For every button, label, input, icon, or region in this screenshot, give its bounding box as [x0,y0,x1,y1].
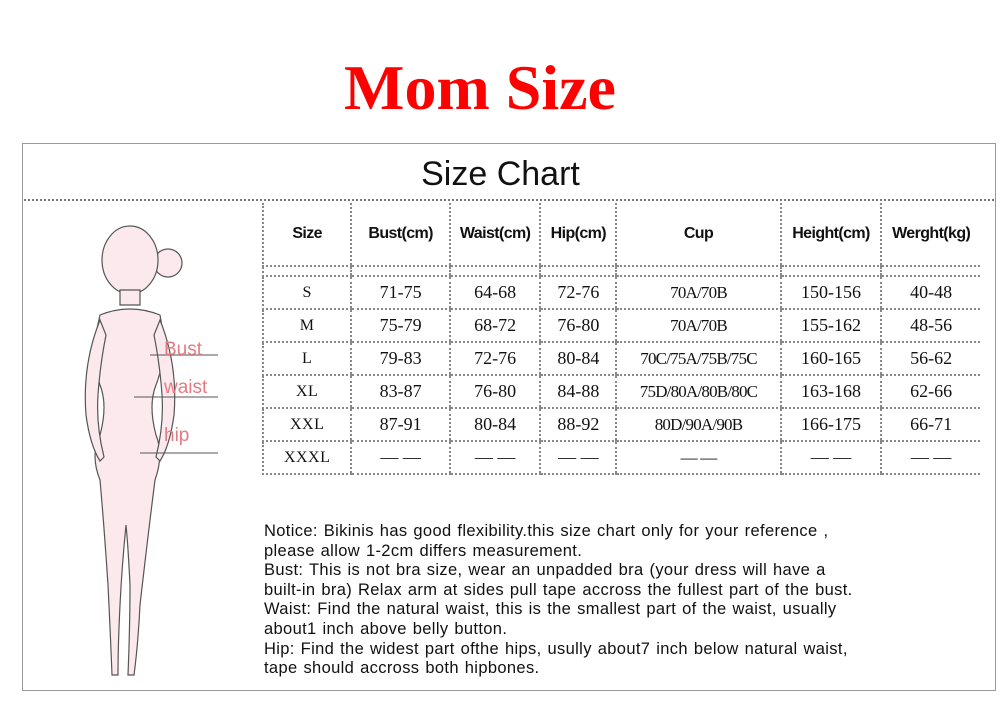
cell: 56-62 [881,342,980,375]
cell: 64-68 [450,276,540,309]
cell: 71-75 [351,276,450,309]
header-weight: Werght(kg) [881,203,980,266]
cell: 80-84 [540,342,616,375]
cell: 75-79 [351,309,450,342]
cell: 150-156 [781,276,882,309]
header-hip: Hip(cm) [540,203,616,266]
cell: XXL [263,408,351,441]
header-size: Size [263,203,351,266]
note-line: Hip: Find the widest part ofthe hips, usully about7 inch below natural waist, [264,639,848,658]
cell: 83-87 [351,375,450,408]
cell: 155-162 [781,309,882,342]
table-header-row [263,203,980,266]
cell: — — [450,441,540,474]
cell: 70A/70B [616,276,780,309]
note-line: Bust: This is not bra size, wear an unpadded bra (your dress will have a [264,561,826,580]
note-line: Waist: Find the natural waist, this is the smallest part of the waist, usually [264,600,837,619]
cell: — — [616,441,780,474]
cell: 166-175 [781,408,882,441]
cell: — — [881,441,980,474]
table-row [263,375,980,408]
table-row [263,276,980,309]
notes-block [264,522,990,679]
note-line: about1 inch above belly button. [264,619,508,638]
table-row [263,408,980,441]
header-height: Height(cm) [781,203,882,266]
cell: XXXL [263,441,351,474]
note-line: tape should accross both hipbones. [264,659,540,678]
cell: M [263,309,351,342]
title-divider [24,199,994,201]
bust-label: Bust [164,339,203,360]
cell: 68-72 [450,309,540,342]
cell: 62-66 [881,375,980,408]
header-waist: Waist(cm) [450,203,540,266]
header-bust: Bust(cm) [351,203,450,266]
cell: 76-80 [450,375,540,408]
cell: 40-48 [881,276,980,309]
header-cup: Cup [616,203,780,266]
cell: L [263,342,351,375]
chart-title: Size Chart [421,155,580,193]
note-line: built-in bra) Relax arm at sides pull tape accross the fullest part of the bust. [264,580,853,599]
table-row [263,441,980,474]
hip-label: hip [164,425,190,446]
cell: 87-91 [351,408,450,441]
cell: 72-76 [450,342,540,375]
cell: 75D/80A/80B/80C [616,375,780,408]
cell: 80-84 [450,408,540,441]
main-title: Mom Size [344,52,616,123]
waist-label: waist [164,377,208,398]
cell: 163-168 [781,375,882,408]
cell: XL [263,375,351,408]
cell: 84-88 [540,375,616,408]
note-line: Notice: Bikinis has good flexibility.this size chart only for your reference , [264,522,829,540]
spacer-row [263,266,980,276]
cell: 76-80 [540,309,616,342]
cell: 88-92 [540,408,616,441]
size-table [262,203,980,475]
cell: 80D/90A/90B [616,408,780,441]
cell: — — [351,441,450,474]
cell: 72-76 [540,276,616,309]
cell: 66-71 [881,408,980,441]
cell: 160-165 [781,342,882,375]
cell: — — [540,441,616,474]
cell: 70A/70B [616,309,780,342]
body-figure [60,205,260,695]
cell: 48-56 [881,309,980,342]
cell: 79-83 [351,342,450,375]
table-row [263,309,980,342]
woman-silhouette-icon [60,205,260,695]
note-line: please allow 1-2cm differs measurement. [264,541,583,560]
table-row [263,342,980,375]
cell: S [263,276,351,309]
cell: 70C/75A/75B/75C [616,342,780,375]
cell: — — [781,441,882,474]
